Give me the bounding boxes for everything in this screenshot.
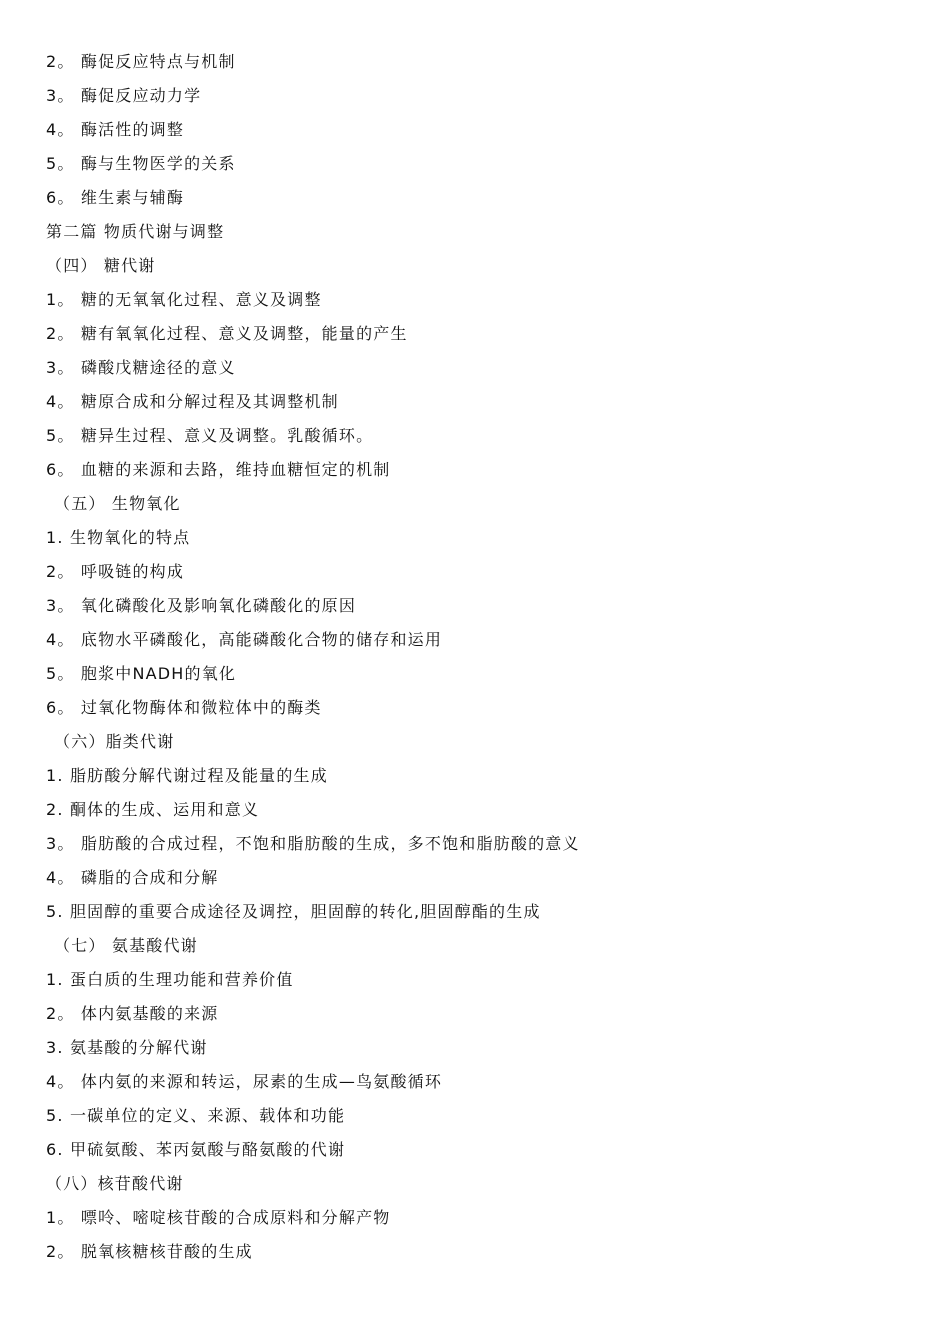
section-heading: （八）核苷酸代谢 [46, 1174, 184, 1193]
outline-item: 4。 底物水平磷酸化，高能磷酸化合物的储存和运用 [46, 630, 443, 649]
outline-item: 2。 脱氧核糖核苷酸的生成 [46, 1242, 253, 1261]
outline-item: 3。 脂肪酸的合成过程，不饱和脂肪酸的生成，多不饱和脂肪酸的意义 [46, 834, 580, 853]
outline-item: 1。 糖的无氧氧化过程、意义及调整 [46, 290, 322, 309]
outline-item: 5. 胆固醇的重要合成途径及调控，胆固醇的转化,胆固醇酯的生成 [46, 902, 541, 921]
outline-item: 4。 磷脂的合成和分解 [46, 868, 219, 887]
outline-item: 2。 呼吸链的构成 [46, 562, 185, 581]
outline-item: 6. 甲硫氨酸、苯丙氨酸与酪氨酸的代谢 [46, 1140, 346, 1159]
outline-item: 3。 氧化磷酸化及影响氧化磷酸化的原因 [46, 596, 357, 615]
outline-item: 1。 嘌呤、嘧啶核苷酸的合成原料和分解产物 [46, 1208, 391, 1227]
outline-item: 3。 磷酸戊糖途径的意义 [46, 358, 236, 377]
section-heading: （五） 生物氧化 [54, 494, 181, 513]
outline-item: 3。 酶促反应动力学 [46, 86, 202, 105]
outline-item: 5. 一碳单位的定义、来源、载体和功能 [46, 1106, 346, 1125]
part-heading: 第二篇 物质代谢与调整 [46, 222, 225, 241]
outline-item: 2。 体内氨基酸的来源 [46, 1004, 219, 1023]
outline-item: 6。 血糖的来源和去路，维持血糖恒定的机制 [46, 460, 391, 479]
outline-item: 1. 生物氧化的特点 [46, 528, 191, 547]
outline-item: 2。 糖有氧氧化过程、意义及调整，能量的产生 [46, 324, 408, 343]
outline-item: 1. 脂肪酸分解代谢过程及能量的生成 [46, 766, 328, 785]
outline-item: 4。 体内氨的来源和转运，尿素的生成—鸟氨酸循环 [46, 1072, 443, 1091]
section-heading: （四） 糖代谢 [46, 256, 156, 275]
outline-item: 2. 酮体的生成、运用和意义 [46, 800, 260, 819]
outline-item: 5。 胞浆中NADH的氧化 [46, 664, 237, 683]
section-heading: （六）脂类代谢 [54, 732, 175, 751]
outline-item: 6。 过氧化物酶体和微粒体中的酶类 [46, 698, 322, 717]
outline-item: 4。 酶活性的调整 [46, 120, 185, 139]
outline-item: 6。 维生素与辅酶 [46, 188, 185, 207]
outline-item: 3. 氨基酸的分解代谢 [46, 1038, 208, 1057]
outline-item: 2。 酶促反应特点与机制 [46, 52, 236, 71]
outline-item: 1. 蛋白质的生理功能和营养价值 [46, 970, 294, 989]
outline-item: 4。 糖原合成和分解过程及其调整机制 [46, 392, 339, 411]
outline-item: 5。 糖异生过程、意义及调整。乳酸循环。 [46, 426, 374, 445]
outline-item: 5。 酶与生物医学的关系 [46, 154, 236, 173]
section-heading: （七） 氨基酸代谢 [54, 936, 198, 955]
